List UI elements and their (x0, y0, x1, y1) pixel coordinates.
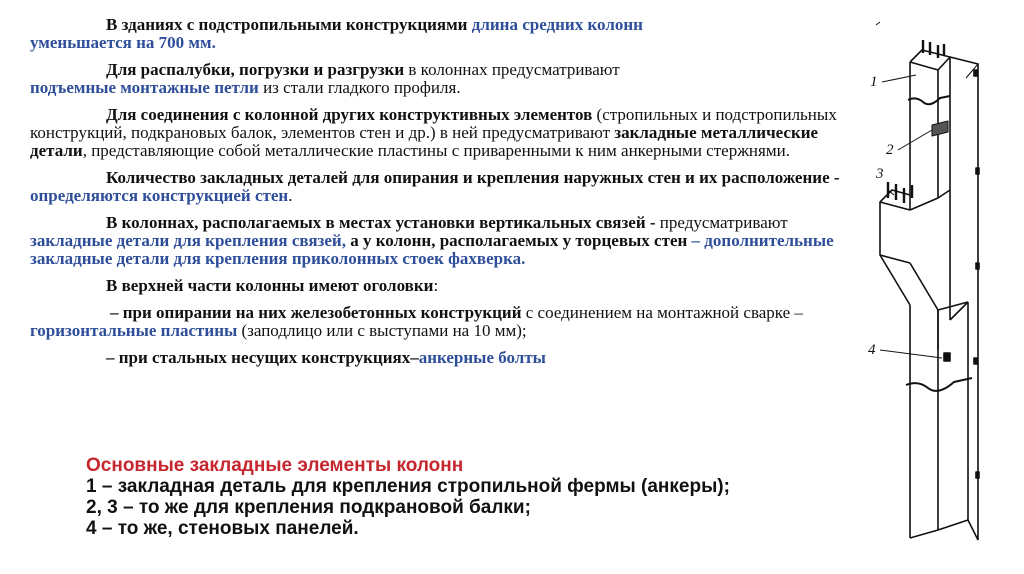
figure-caption (86, 455, 730, 539)
label-3: 3 (876, 166, 884, 182)
p4-bold: Количество закладных деталей для опирания и крепления наружных стен и их расположение - (106, 168, 840, 187)
paragraph-bracing (30, 214, 865, 268)
p7-bold: – при опирании на них железобетонных конструкций (110, 303, 522, 322)
p3-text-2: , представляющие собой металлические пластины с приваренными к ним анкерными стержнями. (82, 141, 790, 160)
p6-text: : (433, 276, 439, 295)
p8-bold: – при стальных несущих конструкциях– (106, 348, 419, 367)
label-1: 1 (870, 74, 878, 90)
label-2: 2 (886, 142, 894, 158)
paragraph-wall-parts (30, 169, 865, 205)
paragraph-column-heads (30, 277, 865, 295)
wall-plate-icon-d (974, 358, 977, 364)
embedded-plate-4-icon (944, 353, 950, 361)
caption-line-3: 4 – то же, стеновых панелей. (86, 518, 359, 539)
leader-1-icon (882, 75, 916, 82)
p7-highlight: горизонтальные пластины (30, 321, 238, 340)
p6-bold: В верхней части колонны имеют оголовки (106, 276, 434, 295)
paragraph-rc-structures (30, 304, 865, 340)
p8-highlight: анкерные болты (418, 348, 546, 367)
slope-icon (880, 190, 950, 350)
caption-line-1: 1 – закладная деталь для крепления стропильной фермы (анкеры); (86, 476, 730, 497)
p3-bold-2: закладные металлические детали (30, 123, 819, 160)
p2-highlight: подъемные монтажные петли (30, 78, 259, 97)
caption-line-2: 2, 3 – то же для крепления подкрановой балки; (86, 497, 531, 518)
column-drawing-svg (868, 20, 1018, 560)
p7-text-2: (заподлицо или с выступами на 10 мм); (237, 321, 527, 340)
break-line-top-icon (908, 96, 950, 104)
paragraph-ceiling-length (30, 16, 865, 52)
leader-2-icon (898, 130, 932, 150)
p2-bold: Для распалубки, погрузки и разгрузки (106, 60, 405, 79)
console-edge-icon (910, 198, 938, 210)
corner-mark-icon (876, 22, 880, 25)
paragraph-lifting-loops (30, 61, 865, 97)
p3-text: (стропильных и подстропильных конструкций, подкрановых балок, элементов стен и др.) в ней предусматривают (30, 105, 837, 142)
wall-plate-icon-a (974, 70, 977, 76)
lower-shaft-icon (910, 302, 968, 538)
p4-text: . (288, 186, 293, 205)
p5-highlight-2: – дополнительные закладные детали для крепления приколонных стоек фахверка. (30, 231, 834, 268)
p5-bold-2: а у колонн, располагаемых у торцевых стен (345, 231, 688, 250)
p5-bold: В колоннах, располагаемых в местах установки вертикальных связей - (106, 213, 656, 232)
p2-text: в колоннах предусматривают (404, 60, 620, 79)
caption-title: Основные закладные элементы колонн (86, 455, 464, 476)
paragraph-embedded-parts (30, 106, 865, 160)
p2-text-2: из стали гладкого профиля. (258, 78, 461, 97)
p1-highlight-2: уменьшается на 700 мм. (30, 33, 216, 52)
p1-bold: В зданиях с подстропильными конструкциями (106, 15, 468, 34)
p1-highlight: длина средних колонн (467, 15, 643, 34)
right-face-icon (950, 57, 978, 540)
label-4: 4 (868, 342, 876, 358)
p4-highlight: определяются конструкцией стен (30, 186, 289, 205)
main-text (30, 16, 865, 376)
console-icon (880, 190, 950, 263)
p7-text: с соединением на монтажной сварке – (521, 303, 803, 322)
embedded-plate-2-icon (932, 121, 948, 136)
p5-text: предусматривают (655, 213, 788, 232)
p3-bold: Для соединения с колонной других конструктивных элементов (106, 105, 593, 124)
p5-highlight: закладные детали для крепления связей, (30, 231, 346, 250)
paragraph-steel-structures (30, 349, 865, 367)
column-drawing (868, 20, 1018, 560)
break-line-bottom-icon (906, 378, 972, 391)
leader-4-icon (880, 350, 942, 358)
